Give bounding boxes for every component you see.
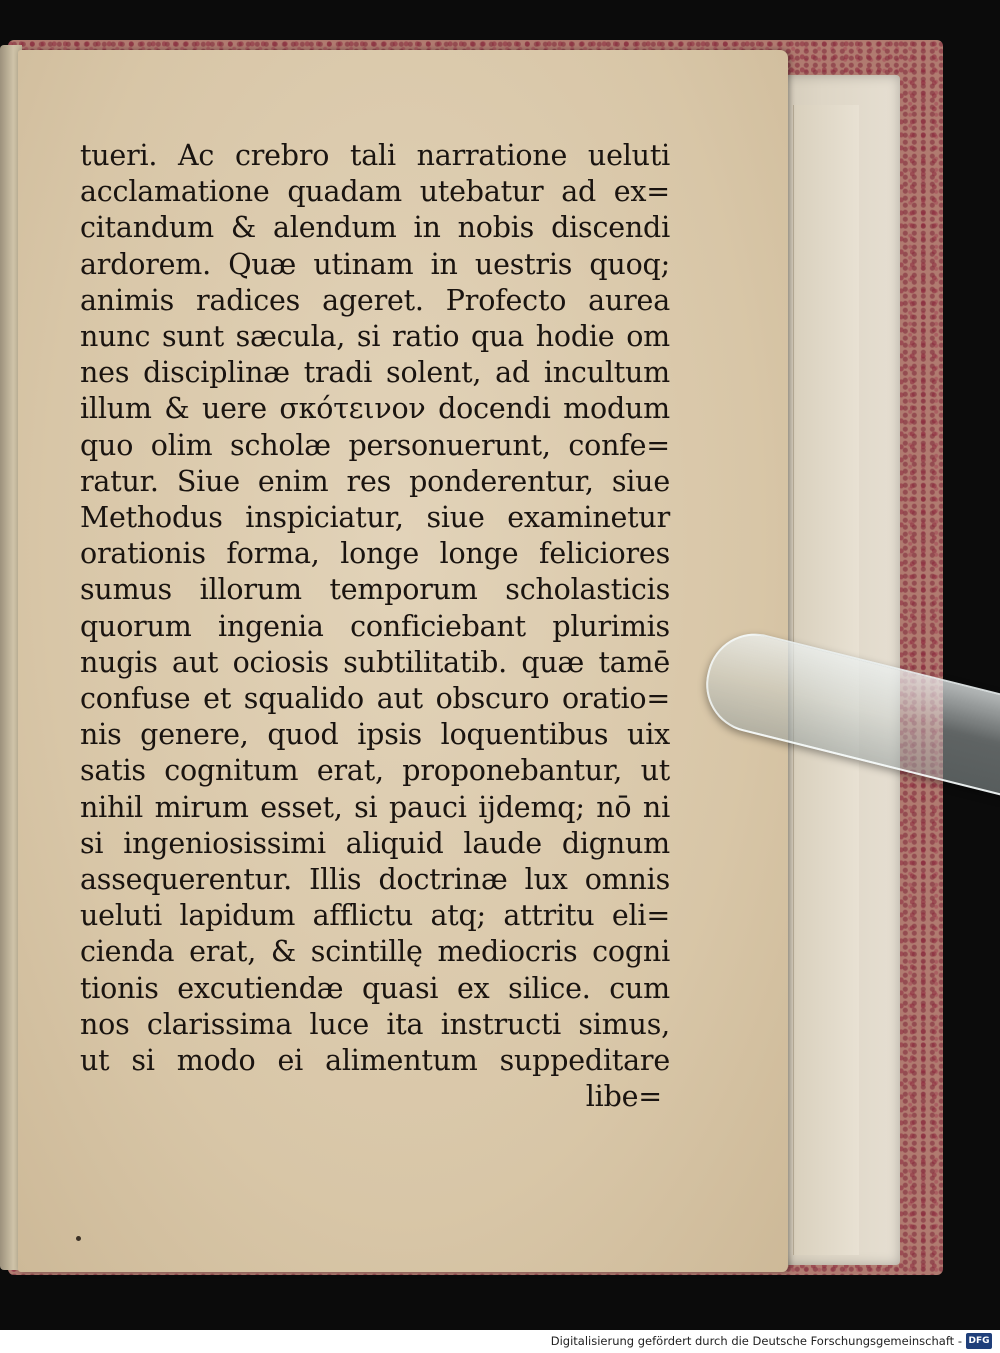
text-line: illum & uere σκότεινον docendi modum <box>80 392 670 426</box>
text-line: tueri. Ac crebro tali narratione ueluti <box>80 139 670 172</box>
text-line: nis genere, quod ipsis loquentibus uix <box>80 718 670 752</box>
text-line: sumus illorum temporum scholasticis <box>80 573 670 607</box>
text-line: assequerentur. Illis doctrinæ lux omnis <box>80 863 670 897</box>
text-line: quo olim scholæ personuerunt, confe= <box>80 428 670 462</box>
attribution-bar <box>0 1330 1000 1353</box>
text-line: ardorem. Quæ utinam in uestris quoq; <box>80 247 670 281</box>
text-line: cienda erat, & scintillę mediocris cogni <box>80 935 670 969</box>
text-line: acclamatione quadam utebatur ad ex= <box>80 175 670 209</box>
text-line: Methodus inspiciatur, siue examinetur <box>80 501 670 535</box>
book-page <box>18 50 788 1272</box>
dfg-logo-icon: DFG <box>966 1333 992 1349</box>
text-line: confuse et squalido aut obscuro oratio= <box>80 682 670 716</box>
page-text <box>80 138 680 1115</box>
text-line: animis radices ageret. Profecto aurea <box>80 283 670 317</box>
ink-spot <box>76 1236 81 1241</box>
text-line: citandum & alendum in nobis discendi <box>80 211 670 245</box>
text-line: satis cognitum erat, proponebantur, ut <box>80 754 670 788</box>
text-line: ratur. Siue enim res ponderentur, siue <box>80 464 670 498</box>
text-line: quorum ingenia conficiebant plurimis <box>80 609 670 643</box>
text-line: nugis aut ociosis subtilitatib. quæ tamē <box>80 645 670 679</box>
text-line: nos clarissima luce ita instructi simus, <box>80 1007 670 1041</box>
catchword: libe= <box>585 1080 662 1114</box>
text-line: nihil mirum esset, si pauci ijdemq; nō ni <box>80 790 670 824</box>
text-line: si ingeniosissimi aliquid laude dignum <box>80 826 670 860</box>
text-line: nes disciplinæ tradi solent, ad incultum <box>80 356 670 390</box>
attribution-text: Digitalisierung gefördert durch die Deutsche Forschungsgemeinschaft - <box>550 1334 962 1348</box>
text-line: tionis excutiendæ quasi ex silice. cum <box>80 971 670 1005</box>
text-line: ueluti lapidum afflictu atq; attritu eli= <box>80 899 670 933</box>
text-line: orationis forma, longe longe feliciores <box>80 537 670 571</box>
text-line: ut si modo ei alimentum suppeditare <box>80 1044 670 1078</box>
text-line: nunc sunt sæcula, si ratio qua hodie om <box>80 320 670 354</box>
